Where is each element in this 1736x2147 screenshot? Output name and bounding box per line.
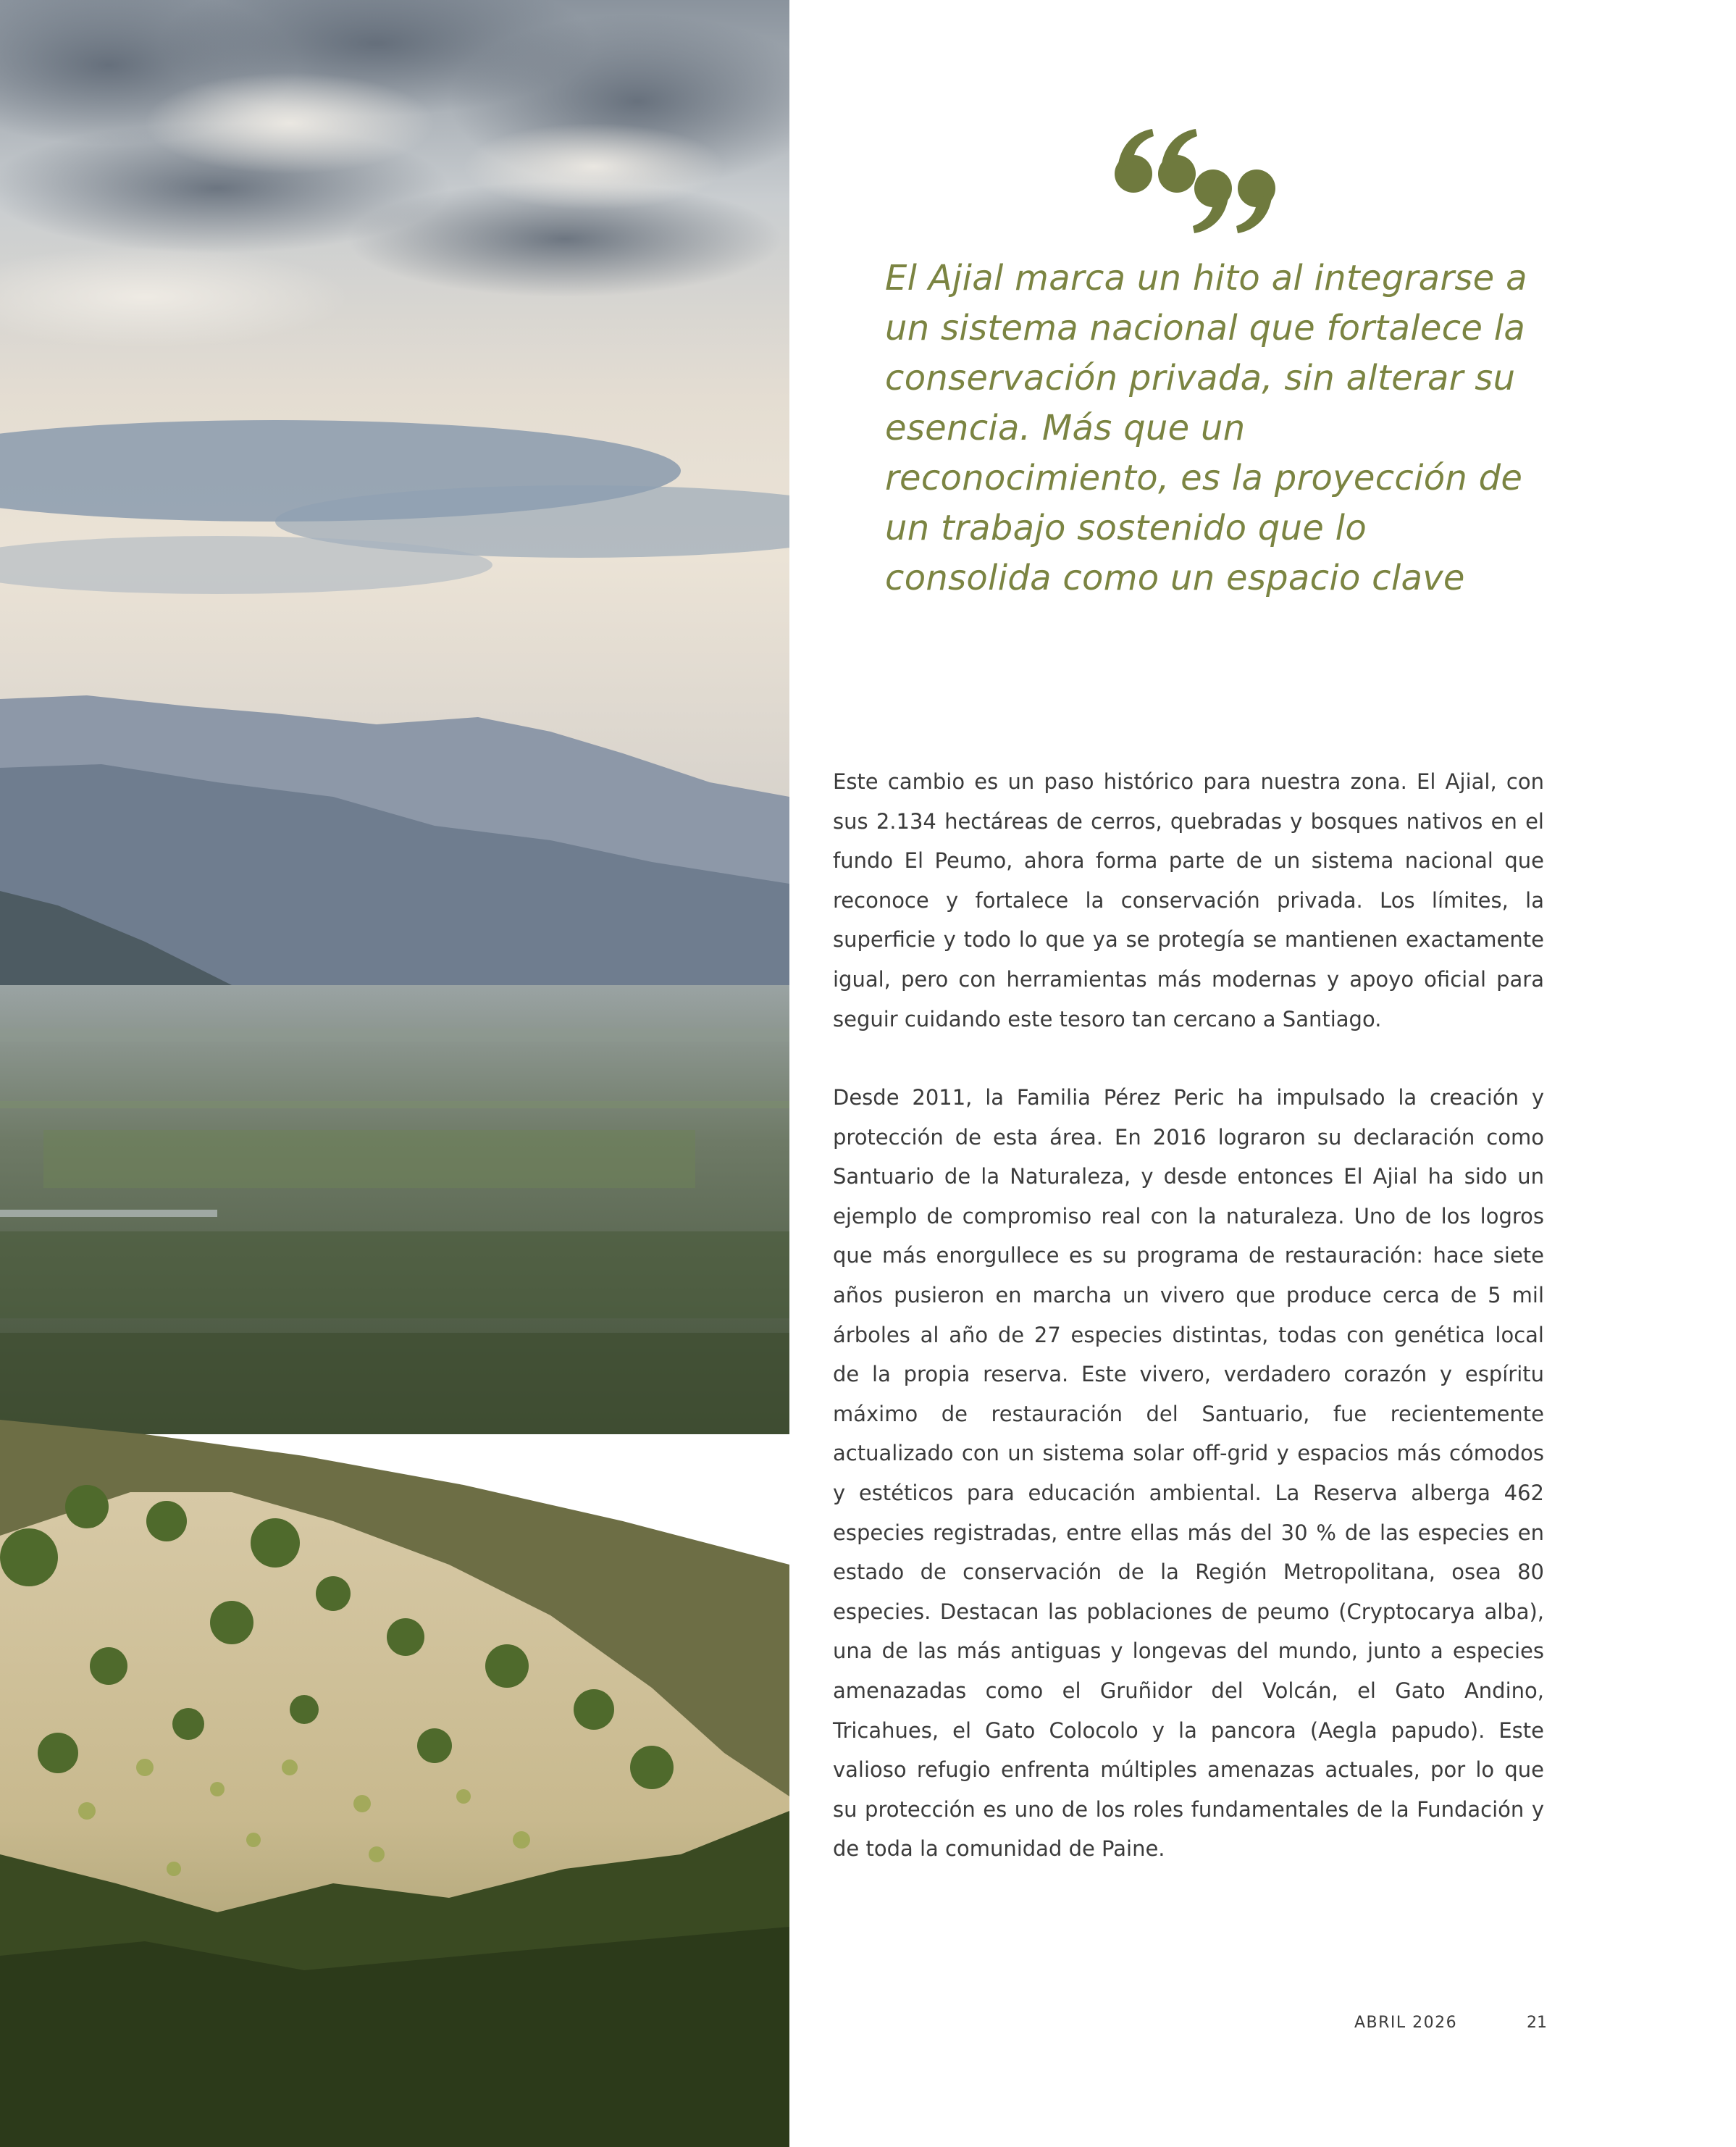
body-paragraph-1: Este cambio es un paso histórico para nuestra zona. El Ajial, con sus 2.134 hectáreas de cerros, quebradas y bosques nativos en el fundo El Peumo, ahora forma parte de un sistema nacional que reconoce y fortalece la conservación privada. Los límites, la superficie y todo lo que ya se protegía se mantienen exactamente igual, pero con herramientas más modernas y apoyo oficial para seguir cuidando este tesoro tan cercano a Santiago. <box>833 769 1544 1031</box>
quote-mark-icon <box>1112 123 1278 239</box>
landscape-photo <box>0 0 789 2147</box>
footer-issue-date: ABRIL 2026 <box>1354 2014 1458 2032</box>
body-paragraph-2: Desde 2011, la Familia Pérez Peric ha impulsado la creación y protección de esta área. En 2016 lograron su declaración como Santuario de la Naturaleza, y desde entonces El Ajial ha sido un ejemplo de compromiso real con la naturaleza. Uno de los logros que más enorgullece es su programa de restauración: hace siete años pusieron en marcha un vivero que produce cerca de 5 mil árboles al año de 27 especies distintas, todas con genética local de la propia reserva. Este vivero, verdadero corazón y espíritu máximo de restauración del Santuario, fue recientemente actualizado con un sistema solar off-grid y espacios más cómodos y estéticos para educación ambiental. La Reserva alberga 462 especies registradas, entre ellas más del 30 % de las especies en estado de conservación de la Región Metropolitana, osea 80 especies. Destacan las poblaciones de peumo (Cryptocarya alba), una de las más antiguas y longevas del mundo, junto a especies amenazadas como el Gruñidor del Volcán, el Gato Andino, Tricahues, el Gato Colocolo y la pancora (Aegla papudo). Este valioso refugio enfrenta múltiples amenazas actuales, por lo que su protección es uno de los roles fundamentales de la Fundación y de toda la comunidad de Paine. <box>833 1085 1544 1862</box>
pull-quote: El Ajial marca un hito al integrarse a un sistema nacional que fortalece la conservación privada, sin alterar su esencia. Más que un reconocimiento, es la proyección de un trabajo sostenido que lo consolida como un espacio clave <box>885 258 1527 598</box>
page-number: 21 <box>1527 2014 1547 2032</box>
